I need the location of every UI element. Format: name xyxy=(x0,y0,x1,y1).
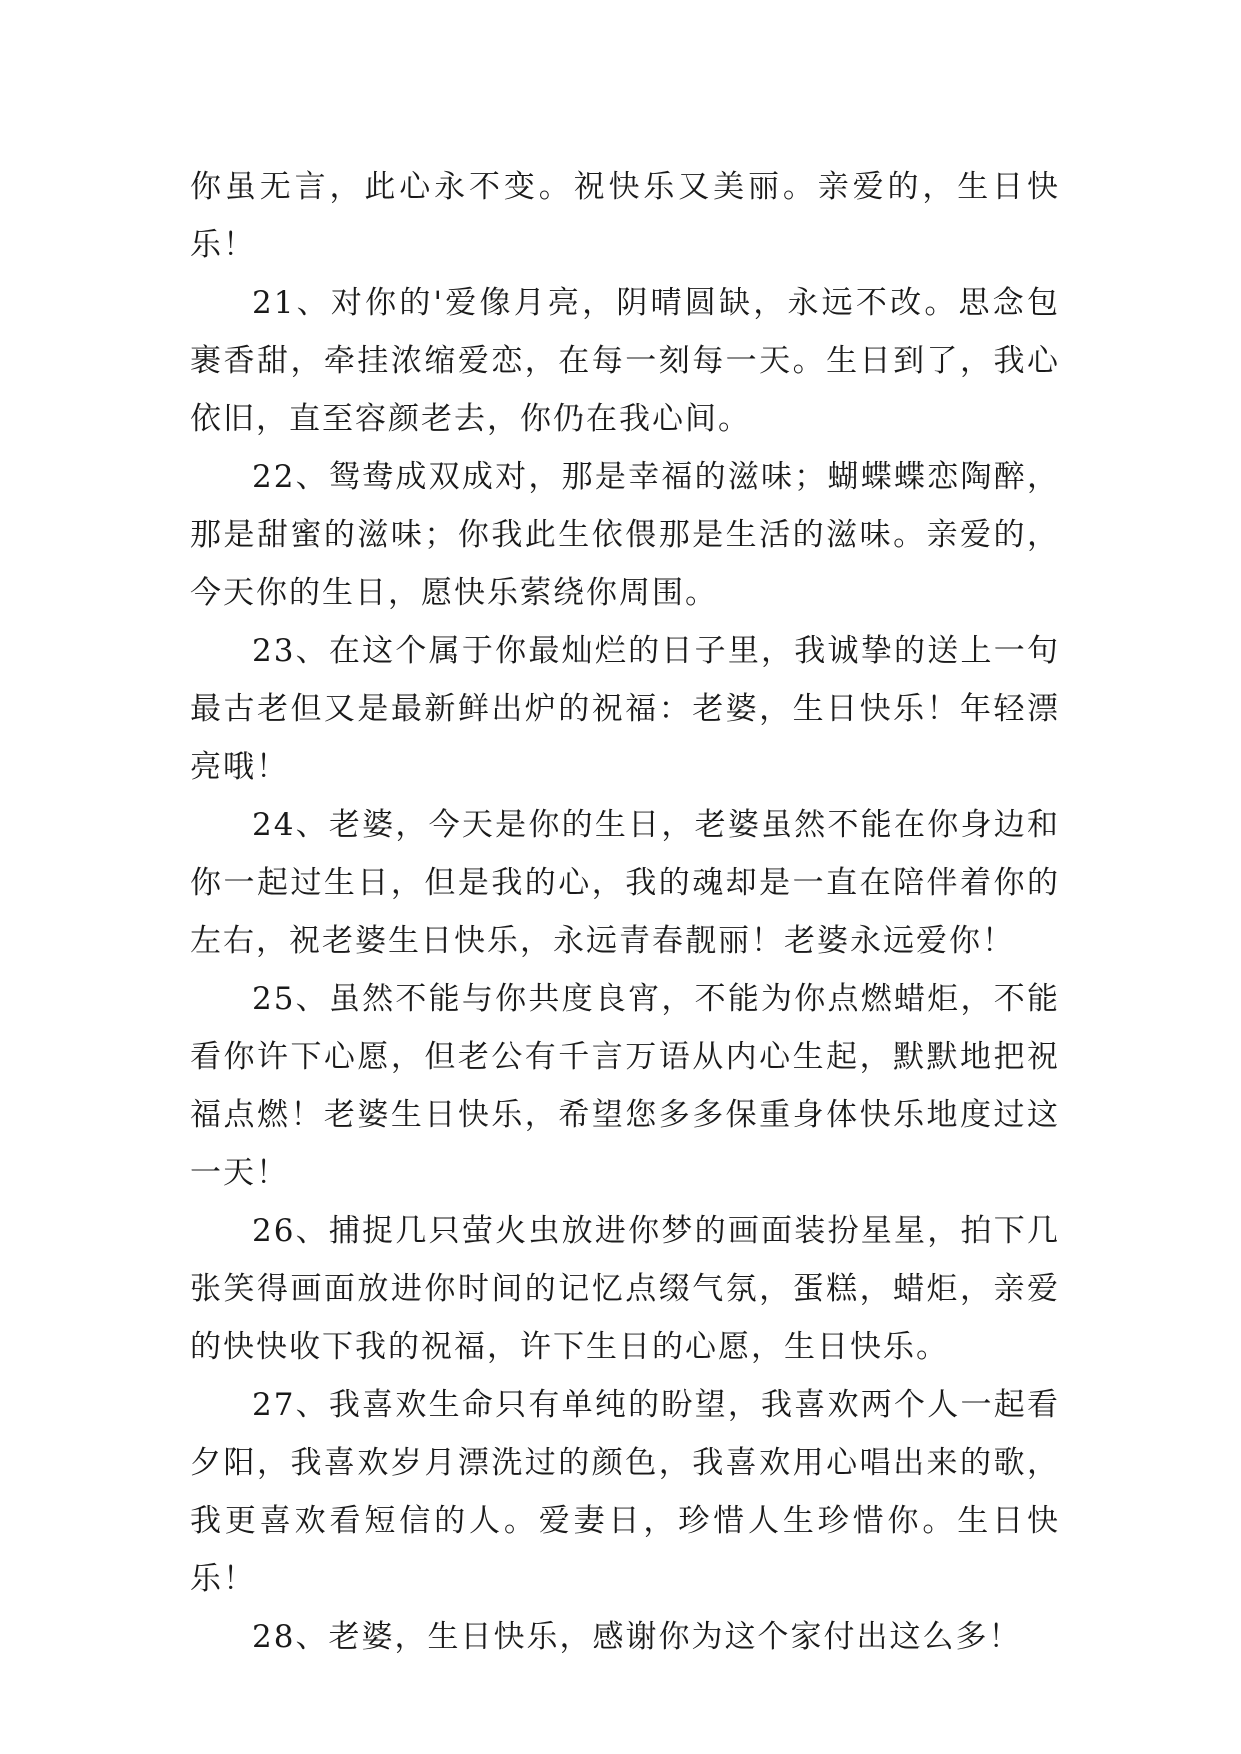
paragraph-21: 21、对你的'爱像月亮，阴晴圆缺，永远不改。思念包裹香甜，牵挂浓缩爱恋，在每一刻每一天。生日到了，我心依旧，直至容颜老去，你仍在我心间。 xyxy=(190,285,1060,437)
paragraph-28: 28、老婆，生日快乐，感谢你为这个家付出这么多！ xyxy=(252,1619,1022,1655)
paragraph-22: 22、鸳鸯成双成对，那是幸福的滋味；蝴蝶蝶恋陶醉，那是甜蜜的滋味；你我此生依偎那是生活的滋味。亲爱的，今天你的生日，愿快乐萦绕你周围。 xyxy=(190,459,1060,611)
paragraph-25: 25、虽然不能与你共度良宵，不能为你点燃蜡炬，不能看你许下心愿，但老公有千言万语从内心生起，默默地把祝福点燃！老婆生日快乐，希望您多多保重身体快乐地度过这一天！ xyxy=(190,981,1060,1191)
paragraph-26: 26、捕捉几只萤火虫放进你梦的画面装扮星星，拍下几张笑得画面放进你时间的记忆点缀气氛，蛋糕，蜡炬，亲爱的快快收下我的祝福，许下生日的心愿，生日快乐。 xyxy=(190,1213,1060,1365)
document-body xyxy=(190,158,1060,1666)
paragraph-24: 24、老婆，今天是你的生日，老婆虽然不能在你身边和你一起过生日，但是我的心，我的魂却是一直在陪伴着你的左右，祝老婆生日快乐，永远青春靓丽！老婆永远爱你！ xyxy=(190,807,1060,959)
paragraph-continuation: 你虽无言，此心永不变。祝快乐又美丽。亲爱的，生日快乐！ xyxy=(190,169,1060,263)
paragraph-23: 23、在这个属于你最灿烂的日子里，我诚挚的送上一句最古老但又是最新鲜出炉的祝福：老婆，生日快乐！年轻漂亮哦！ xyxy=(190,633,1060,785)
paragraph-27: 27、我喜欢生命只有单纯的盼望，我喜欢两个人一起看夕阳，我喜欢岁月漂洗过的颜色，我喜欢用心唱出来的歌，我更喜欢看短信的人。爱妻日，珍惜人生珍惜你。生日快乐！ xyxy=(190,1387,1060,1597)
